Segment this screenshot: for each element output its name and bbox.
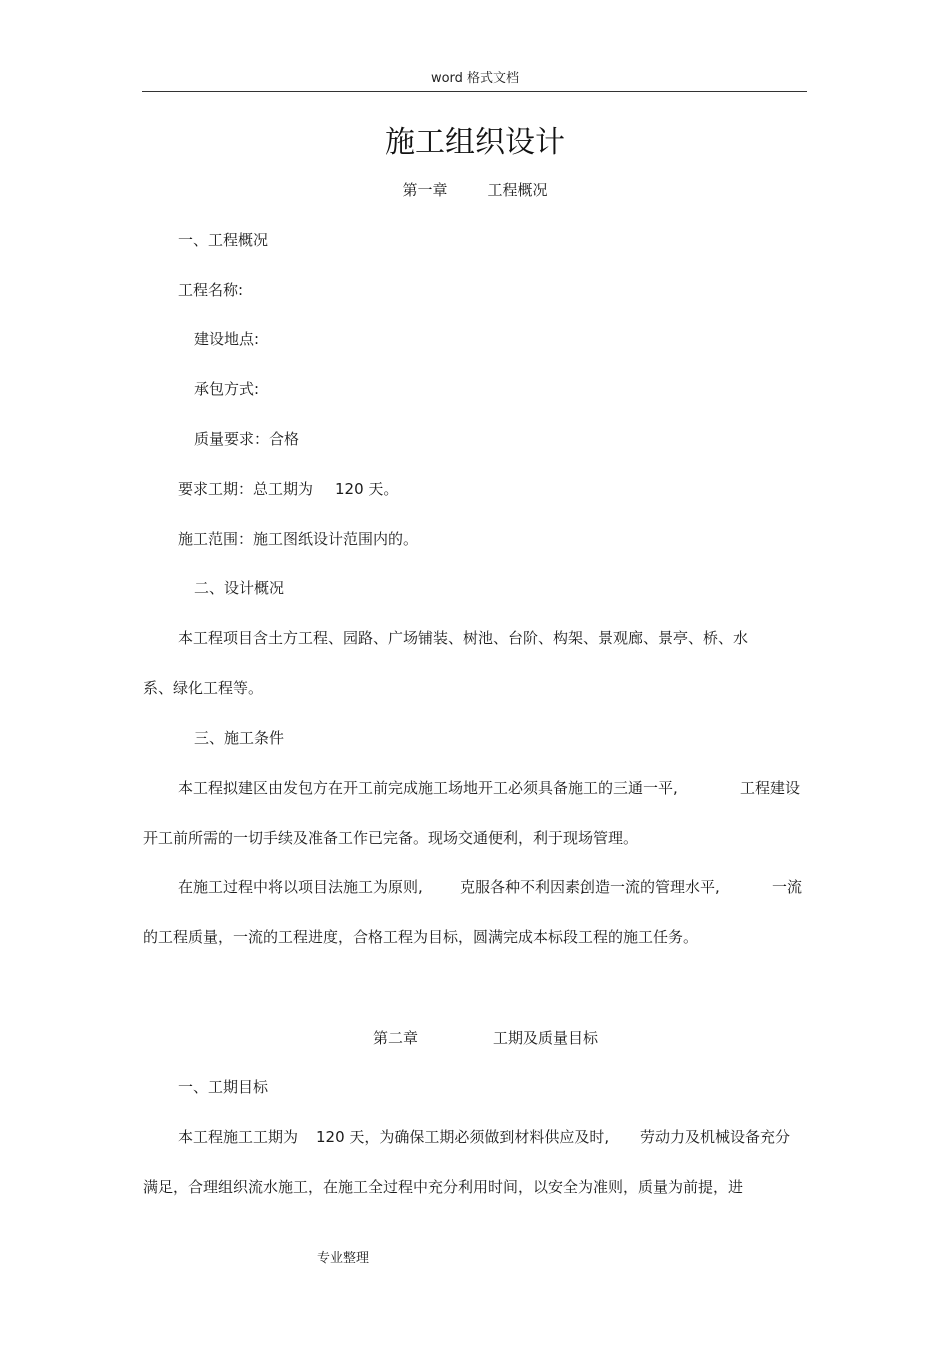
principle-paragraph-line-2: 的工程质量，一流的工程进度，合格工程为目标，圆满完成本标段工程的施工任务。 [143,928,699,946]
principle-paragraph-line-1d: 一流 [772,878,803,896]
chapter-1-heading [0,183,950,198]
chapter-1-number: 第一章 [402,181,448,199]
construction-scope: 施工范围：施工图纸设计范围内的。 [178,530,419,548]
section-heading-overview: 一、工程概况 [178,231,269,249]
quality-requirement: 质量要求：合格 [194,430,300,448]
period-requirement [178,482,398,497]
location-label: 建设地点: [194,330,260,348]
schedule-paragraph-line-2: 满足，合理组织流水施工，在施工全过程中充分利用时间，以安全为准则，质量为前提，进 [143,1178,744,1196]
period-text: 要求工期：总工期为 [178,480,314,498]
principle-paragraph-line-1c: 创造一流的管理水平, [580,878,720,896]
conditions-paragraph-line-2: 开工前所需的一切手续及准备工作已完备。现场交通便利，利于现场管理。 [143,829,639,847]
page-footer: 专业整理 [317,1251,370,1266]
contract-mode-label: 承包方式: [194,380,260,398]
conditions-paragraph-line-1a: 本工程拟建区由发包方在开工前完成施工场地开工必须具备施工的三通一平, [178,779,678,797]
section-heading-schedule: 一、工期目标 [178,1078,269,1096]
schedule-paragraph-line-1c: 劳动力及机械设备充分 [640,1128,791,1146]
project-name-label: 工程名称: [178,281,244,299]
schedule-paragraph-line-1a: 本工程施工工期为 [178,1128,299,1146]
period-days: 120 天。 [335,480,399,498]
conditions-paragraph-line-1b: 工程建设 [740,779,801,797]
principle-paragraph-line-1a: 在施工过程中将以项目法施工为原则, [178,878,423,896]
schedule-paragraph-line-1b: 120 天，为确保工期必须做到材料供应及时, [316,1128,610,1146]
section-heading-conditions: 三、施工条件 [194,729,285,747]
section-heading-design: 二、设计概况 [194,579,285,597]
chapter-2-name: 工期及质量目标 [493,1029,599,1047]
document-title: 施工组织设计 [385,125,565,160]
chapter-1-name: 工程概况 [487,181,548,199]
principle-paragraph-line-1b: 克服各种不利因素, [460,878,585,896]
design-paragraph-line-1: 本工程项目含土方工程、园路、广场铺装、树池、台阶、构架、景观廊、景亭、桥、水 [178,629,749,647]
header-rule [142,91,807,92]
design-paragraph-line-2: 系、绿化工程等。 [143,679,264,697]
page-header: word 格式文档 [430,71,520,86]
chapter-2-number: 第二章 [373,1029,419,1047]
